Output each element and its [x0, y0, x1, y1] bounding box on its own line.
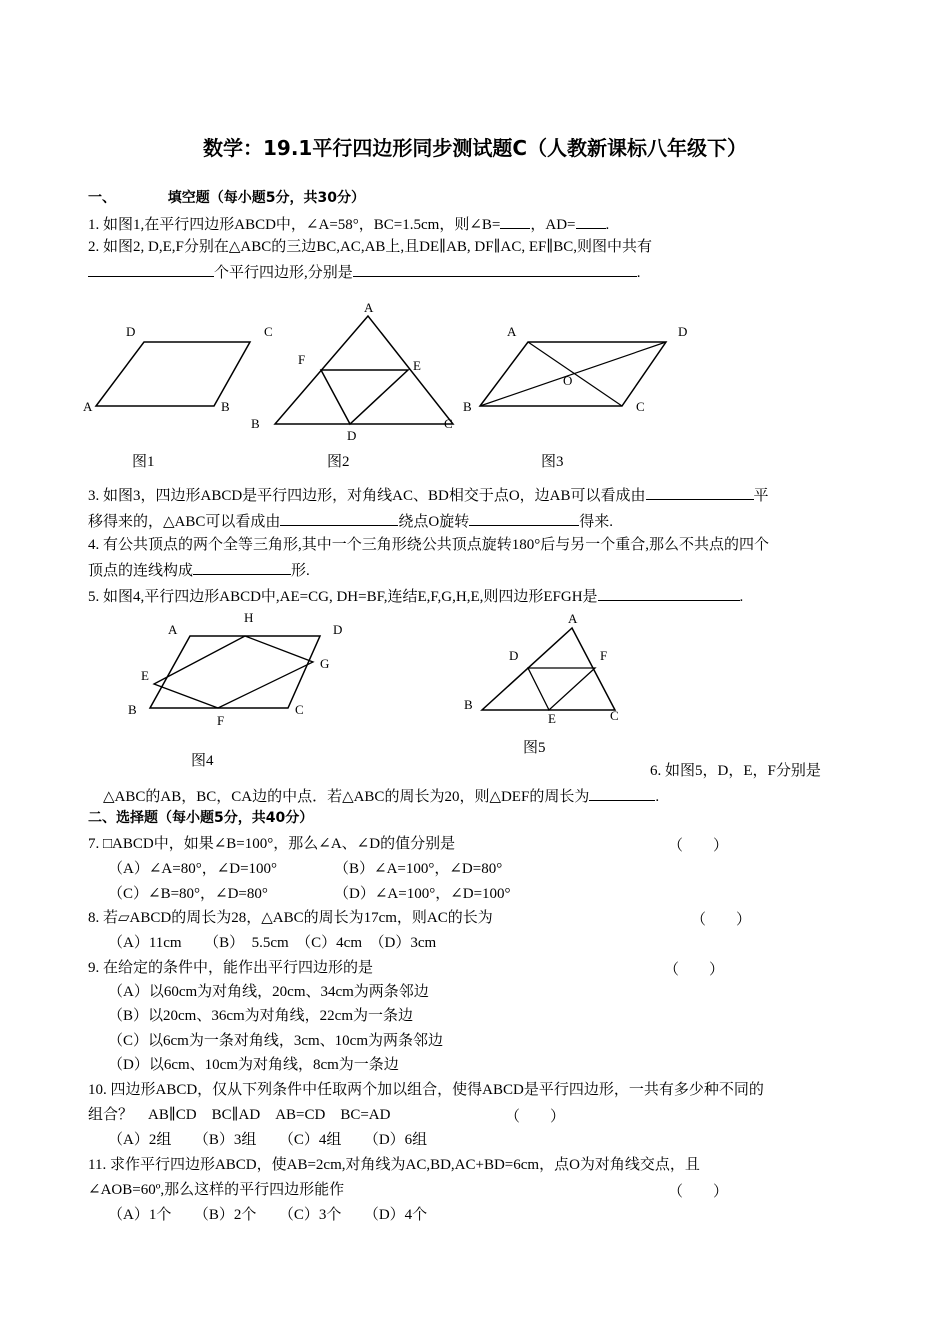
label-H: H [244, 610, 254, 625]
answer-blank[interactable] [353, 261, 637, 277]
label-D: D [126, 324, 136, 339]
label-C: C [636, 399, 645, 414]
label-C: C [610, 708, 619, 723]
question-3-text-d: 绕点O旋转 [398, 514, 470, 530]
question-7-option-b[interactable]: （B）∠A=100°，∠D=80° [334, 861, 503, 877]
label-C: C [444, 416, 453, 431]
answer-paren[interactable]: （ ） [668, 838, 729, 854]
question-1-text-b: ，AD= [530, 217, 576, 233]
question-9-option-c[interactable]: （C）以6cm为一条对角线，3cm、10cm为两条邻边 [108, 1033, 443, 1049]
label-G: G [320, 656, 330, 671]
question-6-line-2 [103, 785, 659, 807]
answer-paren[interactable]: （ ） [668, 1184, 729, 1200]
question-3-text-a: 3. 如图3，四边形ABCD是平行四边形，对角线AC、BD相交于点O，边AB可以看成由 [88, 488, 646, 504]
label-A: A [507, 324, 517, 339]
question-3-text-b: 平 [753, 488, 769, 504]
question-2-text: 个平行四边形,分别是 [214, 265, 353, 281]
label-F: F [298, 352, 306, 367]
figure-3-parallelogram [460, 318, 700, 418]
figure-5-triangle [460, 608, 630, 728]
label-E: E [141, 668, 149, 683]
label-D: D [509, 648, 519, 663]
question-9-option-a[interactable]: （A）以60cm为对角线，20cm、34cm为两条邻边 [108, 984, 429, 1000]
section-1-number: 一、 [88, 190, 116, 206]
question-6-line-1: 6. 如图5，D，E，F分别是 [650, 763, 821, 779]
figure-5-caption: 图5 [523, 740, 546, 756]
label-O: O [563, 373, 573, 388]
question-6-text: △ABC的AB，BC，CA边的中点．若△ABC的周长为20，则△DEF的周长为 [103, 789, 590, 805]
question-9-stem: 9. 在给定的条件中，能作出平行四边形的是 [88, 960, 374, 976]
question-11-line-1: 11. 求作平行四边形ABCD，使AB=2cm,对角线为AC,BD,AC+BD=6cm，点O为对角线交点，且 [88, 1157, 700, 1173]
label-D: D [347, 428, 357, 443]
section-1-title: 填空题（每小题5分，共30分） [167, 190, 365, 206]
question-2-line-2 [88, 261, 641, 283]
answer-blank[interactable] [589, 785, 655, 801]
answer-blank[interactable] [88, 261, 214, 277]
question-6-end: . [655, 789, 660, 805]
question-10-line-2: 组合？ AB∥CD BC∥AD AB=CD BC=AD [88, 1107, 391, 1123]
question-8-options[interactable]: （A）11cm （B） 5.5cm （C）4cm （D）3cm [108, 935, 437, 951]
answer-blank[interactable] [280, 510, 398, 526]
label-D: D [333, 622, 343, 637]
question-4-line-1: 4. 有公共顶点的两个全等三角形,其中一个三角形绕公共顶点旋转180°后与另一个重合,那么不共点的四个 [88, 537, 770, 553]
section-2-heading: 二、选择题（每小题5分，共40分） [88, 810, 314, 826]
question-7-option-c[interactable]: （C）∠B=80°，∠D=80° [108, 886, 268, 902]
page-title: 数学：19.1平行四边形同步测试题C（人教新课标八年级下） [202, 136, 748, 160]
answer-blank[interactable] [576, 213, 606, 229]
answer-paren[interactable]: （ ） [664, 962, 725, 978]
section-1-heading [88, 188, 365, 208]
question-3-line-2 [88, 510, 613, 532]
figure-2-triangle [245, 298, 457, 446]
question-5-end: . [739, 589, 744, 605]
question-2-end: . [636, 265, 641, 281]
question-3-text-c: 移得来的，△ABC可以看成由 [88, 514, 281, 530]
question-3-line-1 [88, 484, 769, 506]
label-B: B [464, 697, 473, 712]
label-D: D [678, 324, 688, 339]
question-10-options[interactable]: （A）2组 （B）3组 （C）4组 （D）6组 [108, 1132, 428, 1148]
question-9-option-b[interactable]: （B）以20cm、36cm为对角线，22cm为一条边 [108, 1008, 413, 1024]
question-1 [88, 213, 609, 235]
question-5-text: 5. 如图4,平行四边形ABCD中,AE=CG, DH=BF,连结E,F,G,H,E,则四边形EFGH是 [88, 589, 598, 605]
label-E: E [548, 711, 556, 726]
answer-blank[interactable] [469, 510, 579, 526]
label-B: B [128, 702, 137, 717]
label-B: B [221, 399, 230, 414]
question-4-line-2 [88, 559, 310, 581]
answer-blank[interactable] [598, 585, 740, 601]
label-C: C [264, 324, 273, 339]
figure-1-caption: 图1 [132, 454, 155, 470]
question-11-line-2: ∠AOB=60º,那么这样的平行四边形能作 [88, 1182, 345, 1198]
question-9-option-d[interactable]: （D）以6cm、10cm为对角线，8cm为一条边 [108, 1057, 399, 1073]
label-A: A [168, 622, 178, 637]
question-5 [88, 585, 743, 607]
question-1-text-a: 1. 如图1,在平行四边形ABCD中，∠A=58°，BC=1.5cm，则∠B= [88, 217, 501, 233]
question-2-line-1: 2. 如图2, D,E,F分别在△ABC的三边BC,AC,AB上,且DE∥AB, DF∥AC, EF∥BC,则图中共有 [88, 239, 653, 255]
question-7-stem: 7. □ABCD中，如果∠B=100°，那么∠A、∠D的值分别是 [88, 836, 456, 852]
label-A: A [364, 300, 374, 315]
figure-4-caption: 图4 [191, 753, 214, 769]
label-E: E [413, 358, 421, 373]
answer-paren[interactable]: （ ） [505, 1109, 566, 1125]
answer-blank[interactable] [646, 484, 754, 500]
answer-blank[interactable] [500, 213, 530, 229]
figure-3-caption: 图3 [541, 454, 564, 470]
label-A: A [568, 611, 578, 626]
question-3-text-e: 得来. [579, 514, 613, 530]
question-11-options[interactable]: （A）1个 （B）2个 （C）3个 （D）4个 [108, 1207, 428, 1223]
question-1-text-c: . [605, 217, 610, 233]
label-C: C [295, 702, 304, 717]
question-4-text-b: 形. [291, 563, 310, 579]
question-4-text-a: 顶点的连线构成 [88, 563, 194, 579]
question-7-option-a[interactable]: （A）∠A=80°，∠D=100° [108, 861, 278, 877]
question-7-option-d[interactable]: （D）∠A=100°，∠D=100° [334, 886, 511, 902]
label-B: B [463, 399, 472, 414]
figure-4-parallelogram [120, 608, 350, 728]
answer-blank[interactable] [193, 559, 291, 575]
label-F: F [600, 648, 608, 663]
figure-2-caption: 图2 [327, 454, 350, 470]
answer-paren[interactable]: （ ） [691, 912, 752, 928]
label-B: B [251, 416, 260, 431]
question-10-line-1: 10. 四边形ABCD，仅从下列条件中任取两个加以组合，使得ABCD是平行四边形，一共有多少种不同的 [88, 1082, 764, 1098]
label-F: F [217, 713, 225, 728]
label-A: A [83, 399, 93, 414]
question-8-stem: 8. 若▱ABCD的周长为28，△ABC的周长为17cm，则AC的长为 [88, 910, 493, 926]
